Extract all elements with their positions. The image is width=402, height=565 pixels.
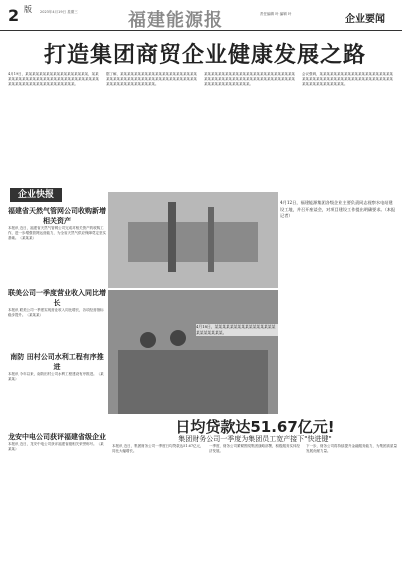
sidebar-title: 企业快报 bbox=[10, 188, 62, 202]
sidebar-item bbox=[8, 206, 106, 288]
main-article bbox=[8, 72, 398, 192]
sidebar-item-title: 南防 田村公司水利工程有序推进 bbox=[10, 353, 104, 371]
sidebar-item-title: 龙安中电公司获评福建省级企业 bbox=[8, 433, 106, 441]
photo-caption: 4月12日，福建能源集团各级企业主要负责同志视察水电站建设工地，并召开座谈会，对项目建设工作提出明确要求。（本报记者） bbox=[280, 200, 396, 218]
sidebar-item-body: 本报讯 联美公司一季度实现营业收入同比增长，各项经营指标稳步提升。（某某某） bbox=[8, 308, 104, 317]
article-column-3: 某某某某某某某某某某某某某某某某某某某某某某某某某某某某某某某某某某某某某某某某某某某某某某某某某某某某某某某某某某某某某某某某某。 bbox=[204, 72, 295, 87]
bottom-column-2: 一季度，财务公司紧紧围绕集团战略部署，积极服务实体经济发展。 bbox=[209, 444, 300, 454]
article-column-1: 4月19日，某某某某某某某某某某某某某某某某某某，某某某某某某某某某某某某某某某某某某某某某某某某某某某某某某某某某某某某某某某某某某某某某某某。 bbox=[8, 72, 99, 87]
sidebar-item-body: 本报讯 近日，龙安中电公司获评福建省级相关荣誉称号。（某某某） bbox=[8, 442, 104, 451]
article-column-4: 会议强调，某某某某某某某某某某某某某某某某某某某某某某某某某某某某某某某某某某某某某某某某某某某某某某某某某某某某某某某某某某某。 bbox=[302, 72, 393, 87]
sidebar-item bbox=[8, 432, 106, 522]
section-label: 企业要闻 bbox=[345, 14, 385, 25]
sidebar-item bbox=[8, 352, 106, 428]
sidebar-item-title: 福建省天然气管网公司收购新增相关资产 bbox=[8, 207, 106, 225]
construction-photo bbox=[108, 192, 278, 288]
sidebar-item-body: 本报讯 近日，福建省天然气管网公司完成对相关资产的收购工作，进一步增强管网运营能力，为全省天然气供应保障奠定坚实基础。（某某某） bbox=[8, 226, 106, 240]
page-number: 2 bbox=[8, 6, 20, 25]
header-info: 责任编辑 叶 编辑 叶 bbox=[260, 12, 292, 16]
header-date: 2023年4月19日 星期三 bbox=[40, 10, 78, 14]
masthead: 福建能源报 bbox=[128, 10, 223, 31]
bottom-column-1: 本报讯 近日，集团财务公司一季度日均贷款达51.67亿元，同比大幅增长。 bbox=[112, 444, 204, 454]
photo-caption-2: 4月18日，某某某某某某某某某某某某某某某某某某某某某某某。 bbox=[196, 324, 278, 336]
bottom-article bbox=[112, 444, 398, 562]
sidebar-item-title: 联美公司一季度营业收入同比增长 bbox=[8, 289, 106, 307]
bottom-column-3: 下一步，财务公司将持续提升金融服务能力，为集团高质量发展贡献力量。 bbox=[306, 444, 397, 454]
main-headline: 打造集团商贸企业健康发展之路 bbox=[43, 43, 366, 68]
sidebar-item-body: 本报讯 今年以来，南防田村公司水利工程建设有序推进。（某某某） bbox=[8, 372, 104, 381]
bottom-headline: 日均贷款达51.67亿元! bbox=[175, 418, 335, 436]
bottom-subheadline: 集团财务公司一季度为集团员工宽产接下"快进键" bbox=[178, 435, 332, 443]
article-column-2: 据了解，某某某某某某某某某某某某某某某某某某某某某某某某某某某某某某某某某某某某某某某某某某某某某某某某某某某某某某某某某某某某某某。 bbox=[106, 72, 197, 87]
group-photo bbox=[108, 290, 278, 414]
sidebar-item bbox=[8, 288, 106, 350]
page-suffix: 版 bbox=[24, 5, 32, 14]
